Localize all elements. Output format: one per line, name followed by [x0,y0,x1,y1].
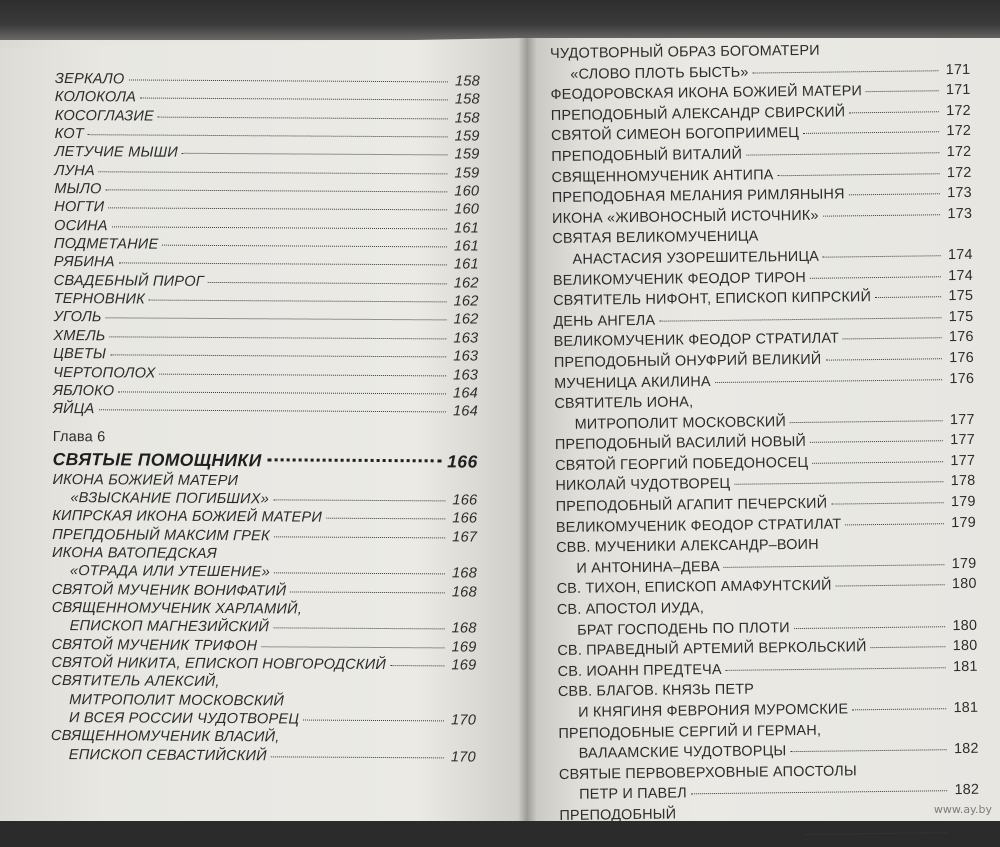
toc-entry-title: ДЕНЬ АНГЕЛА [553,312,656,330]
toc-entry-page: 180 [952,617,978,634]
toc-entry-page: 175 [948,308,974,325]
toc-entry-page: 176 [949,370,975,387]
toc-entry-title: НИКОЛАЙ ЧУДОТВОРЕЦ [555,476,731,495]
leader-dots [805,832,948,835]
toc-entry-title: ПРЕПОДОБНАЯ МЕЛАНИЯ РИМЛЯНЫНЯ [551,186,845,207]
leader-dots [158,116,448,119]
toc-entry-title: ПРЕПОДОБНЫЕ СЕРГИЙ И ГЕРМАН, [558,722,822,742]
toc-entry-title: ВЕЛИКОМУЧЕНИК ФЕОДОР ТИРОН [552,269,806,289]
toc-entry-page: 176 [948,329,974,346]
leader-dots [118,391,446,394]
leader-dots [724,564,945,568]
toc-entry-title: СВАДЕБНЫЙ ПИРОГ [53,272,204,290]
toc-entry-title: «ВЗЫСКАНИЕ ПОГИБШИХ» [70,489,270,508]
leader-dots [149,300,447,303]
toc-entry-page: 160 [454,183,480,200]
toc-entry-title: ЯЙЦА [52,401,95,418]
leader-dots [849,111,939,113]
leader-dots [182,153,448,156]
leader-dots [823,255,941,257]
toc-entry-page: 172 [946,143,972,161]
toc-entry-page: 173 [947,185,972,202]
leader-dots [866,90,939,92]
toc-entry-title: КОТ [54,126,84,143]
toc-entry-title: ВАЛААМСКИЕ ЧУДОТВОРЦЫ [578,743,787,762]
right-toc-column [550,39,980,847]
leader-dots [691,791,947,795]
toc-entry-page: 159 [454,146,480,163]
toc-entry-page: 182 [953,741,979,758]
toc-entry-page: 158 [454,73,480,90]
leader-dots [274,536,445,538]
toc-entry-title: ПОДМЕТАНИЕ [53,236,159,253]
toc-entry-page: 161 [453,238,479,255]
leader-dots [734,482,943,486]
toc-entry-title: СВЯТЫЕ ПЕРВОВЕРХОВНЫЕ АПОСТОЛЫ [558,763,857,783]
toc-entry-title: ИКОНА «ЖИВОНОСНЫЙ ИСТОЧНИК» [552,207,819,227]
leader-dots [106,318,447,321]
toc-entry-title: СВ. ИОАНН ПРЕДТЕЧА [557,661,722,680]
toc-entry-title: СВ. АПОСТОЛ ИУДА, [556,600,705,618]
watermark: www.ay.by [933,803,992,816]
toc-entry-title: И КНЯГИНЯ ФЕВРОНИЯ МУРОМСКИЕ [578,701,849,721]
toc-entry-title: СВЯТОЙ ГЕОРГИЙ ПОБЕДОНОСЕЦ [555,454,809,474]
toc-entry-title: ЛЕТУЧИЕ МЫШИ [54,144,178,162]
toc-entry-title: ПРЕПОДОБНЫЙ АЛЕКСАНДР СВИРСКИЙ [550,104,846,124]
toc-entry-title: ЯБЛОКО [52,382,115,400]
chapter-title: СВЯТЫЕ ПОМОЩНИКИ [52,448,262,470]
toc-entry-title: И АНТОНИНА–ДЕВА [576,558,720,577]
toc-entry-title: МИТРОПОЛИТ МОСКОВСКИЙ [574,413,787,433]
toc-entry-title: СВЯТОЙ СИМЕОН БОГОПРИИМЕЦ [551,125,800,145]
toc-entry-title: «СЛОВО ПЛОТЬ БЫСТЬ» [570,64,749,83]
leader-dots [390,665,444,666]
leader-dots [128,79,447,82]
leader-dots [99,171,448,174]
toc-entry-title: УГОЛЬ [53,309,102,326]
toc-entry-title: ФЕОДОРОВСКАЯ ИКОНА БОЖИЕЙ МАТЕРИ [550,83,863,104]
leader-dots [303,720,444,722]
toc-entry [560,821,980,847]
toc-entry-page: 158 [454,91,480,108]
toc-entry-title: «ОТРАДА ИЛИ УТЕШЕНИЕ» [69,563,271,581]
left-toc-column [51,70,480,767]
leader-dots [160,373,447,376]
leader-dots [810,441,943,444]
toc-entry-title: МУЧЕНИЦА АКИЛИНА [554,373,711,392]
leader-dots [875,296,941,298]
toc-entry-title: ПРЕПОДОБНЫЙ [559,806,677,824]
toc-entry-page: 163 [453,366,479,384]
toc-entry-title: ЧЕРТОПОЛОХ [53,364,156,382]
leader-dots [119,263,447,266]
toc-entry-title: ИКОНА БОЖИЕЙ МАТЕРИ [52,471,239,489]
leader-dots [268,458,442,462]
toc-entry-page: 162 [453,293,479,310]
toc-entry-title: СВ. ПРАВЕДНЫЙ АРТЕМИЙ ВЕРКОЛЬСКИЙ [557,639,867,660]
leader-dots [790,420,943,423]
toc-entry-page: 170 [451,712,477,729]
toc-entry-page: 177 [950,432,975,449]
background-surface [0,0,1000,40]
leader-dots [753,70,939,73]
leader-dots [746,152,939,155]
toc-entry-page: 172 [946,123,972,140]
leader-dots [810,276,941,279]
toc-entry-title: ПРЕПОДОБНЫЙ АГАПИТ ПЕЧЕРСКИЙ [555,495,828,516]
toc-entry-title: ХМЕЛЬ [53,327,106,345]
leader-dots [843,338,942,340]
toc-entry-page: 179 [951,555,977,572]
toc-entry-page: 181 [953,699,979,717]
leader-dots [659,317,941,321]
toc-entry-title: ПРЕПОДОБНЫЙ ОНУФРИЙ ВЕЛИКИЙ [553,351,822,371]
toc-entry-title: ВЕЛИКОМУЧЕНИК ФЕОДОР СТРАТИЛАТ [555,516,842,536]
toc-entry-title: СВЯТИТЕЛЬ ИОНА, [554,394,694,413]
toc-entry-title: СВЯЩЕННОМУЧЕНИК АНТИПА [551,166,774,186]
toc-entry [54,290,479,311]
toc-entry-title: ЛУНА [54,162,95,179]
toc-entry-page: 174 [947,246,973,264]
toc-entry-page: 160 [454,201,480,218]
toc-entry-title: ПРЕПОДОБНЫЙ ВАСИЛИЙ НОВЫЙ [554,434,807,454]
toc-entry-page: 163 [453,330,479,347]
toc-entry-page: 172 [946,102,971,119]
toc-entry-page: 168 [451,620,477,637]
leader-dots [849,193,940,195]
toc-list-right [550,39,980,847]
leader-dots [273,628,445,630]
toc-entry-page: 180 [952,638,978,655]
leader-dots [823,214,940,216]
toc-entry [54,143,479,164]
toc-entry-page: 167 [452,528,478,546]
leader-dots [110,354,446,357]
toc-entry-page: 177 [950,452,976,470]
leader-dots [812,461,943,464]
leader-dots [110,336,447,339]
toc-entry-page: 161 [454,220,480,237]
toc-entry-page: 162 [453,311,479,329]
toc-entry-page: 175 [948,287,974,305]
leader-dots [140,98,448,101]
toc-entry-page: 164 [453,385,479,402]
toc-entry-title: ЧУДОТВОРНЫЙ ОБРАЗ БОГОМАТЕРИ [550,42,820,62]
chapter-page-number: 166 [447,450,478,472]
toc-list-chapter [51,471,478,767]
leader-dots [271,756,444,758]
toc-entry-title: И ВСЕЯ РОССИИ ЧУДОТВОРЕЦ [68,710,300,728]
toc-entry-page: 173 [947,205,973,222]
toc-entry-page: 169 [451,639,477,656]
leader-dots [108,208,447,211]
toc-entry-title: СВВ. БЛАГОВ. КНЯЗЬ ПЕТР [557,681,755,701]
toc-entry-page: 181 [952,658,978,675]
toc-entry-page: 174 [948,267,973,284]
toc-entry-title: МИТРОПОЛИТ МОСКОВСКИЙ [69,691,285,710]
toc-entry-title: ПЕТР И ПАВЕЛ [579,785,687,804]
toc-entry-page: 182 [954,782,980,799]
toc-entry-title: НОГТИ [54,199,105,216]
toc-entry-title: КОЛОКОЛА [54,89,137,106]
toc-list-left [53,70,480,421]
toc-entry-title: РЯБИНА [53,254,115,271]
toc-entry-title: ЗЕРКАЛО [54,70,125,88]
toc-entry-page: 169 [451,657,477,674]
toc-entry [55,107,480,128]
toc-entry-title: ПРЕПОДОБНЫЙ ВИТАЛИЙ [551,146,743,165]
leader-dots [290,591,445,593]
toc-entry-title: ИКОНА ВАТОПЕДСКАЯ [52,544,217,562]
toc-entry-page: 183 [954,823,980,840]
leader-dots [794,626,945,629]
leader-dots [803,132,939,135]
leader-dots [845,523,944,525]
chapter-title-row [53,447,478,474]
toc-entry-title: СВ. ТИХОН, ЕПИСКОП АМАФУНТСКИЙ [556,578,832,598]
leader-dots [836,585,945,587]
toc-entry-page: 161 [453,256,479,274]
toc-entry-title: СВЯЩЕННОМУЧЕНИК ХАРЛАМИЙ, [51,599,303,618]
toc-entry-title: ОСИНА [53,217,108,235]
toc-entry-title: КИПРСКАЯ ИКОНА БОЖИЕЙ МАТЕРИ [52,508,323,526]
toc-entry-page: 180 [951,576,977,593]
toc-entry-page: 179 [950,493,976,511]
leader-dots [726,667,946,671]
toc-entry-page: 166 [452,510,478,527]
toc-entry [54,235,479,256]
toc-entry-page: 166 [452,492,478,509]
toc-entry-title: ЕПИСКОП СЕВАСТИЙСКИЙ [68,746,267,764]
toc-entry-page: 179 [951,514,976,531]
toc-entry-title: СВЯЩЕННОМУЧЕНИК ВЛАСИЙ, [50,728,280,746]
toc-entry-title: ВЕЛИКОМУЧЕНИК ФЕОДОР СТРАТИЛАТ [553,330,840,351]
toc-entry-title: СВЯТОЙ МУЧЕНИК ТРИФОН [51,636,258,654]
toc-entry-title: ИОАНН МНОГОСТРАДАЛЬНЫЙ [579,825,801,845]
toc-entry-title: ТЕРНОВНИК [53,291,146,308]
toc-entry [53,400,478,421]
leader-dots [273,499,445,501]
leader-dots [715,379,942,383]
toc-entry-page: 178 [950,473,976,490]
toc-entry-page: 159 [454,165,480,182]
toc-entry-page: 163 [453,348,479,365]
toc-entry-page: 171 [945,61,971,78]
leader-dots [790,749,946,752]
leader-dots [162,245,447,248]
leader-dots [825,358,941,360]
chapter-label: Глава 6 [52,428,106,445]
leader-dots [106,189,448,192]
leader-dots [112,226,447,229]
leader-dots [261,646,444,648]
toc-entry-page: 168 [451,584,477,601]
toc-entry-title: СВЯТАЯ ВЕЛИКОМУЧЕНИЦА [552,228,759,248]
toc-entry-page: 159 [454,128,480,145]
toc-entry-title: СВВ. МУЧЕНИКИ АЛЕКСАНДР–ВОИН [556,537,819,557]
toc-entry-page: 172 [946,164,972,181]
toc-entry-page: 171 [945,82,971,99]
toc-entry-title: БРАТ ГОСПОДЕНЬ ПО ПЛОТИ [577,619,790,639]
toc-entry-title: АНАСТАСИЯ УЗОРЕШИТЕЛЬНИЦА [572,248,820,268]
toc-entry-title: СВЯТИТЕЛЬ НИФОНТ, ЕПИСКОП КИПРСКИЙ [553,289,872,310]
leader-dots [326,518,445,520]
toc-entry-page: 170 [450,749,476,766]
toc-entry-title: ЕПИСКОП МАГНЕЗИЙСКИЙ [69,618,270,636]
toc-entry [51,746,476,767]
toc-entry-page: 164 [452,403,478,420]
toc-entry-title: КОСОГЛАЗИЕ [54,107,154,125]
leader-dots [852,708,946,710]
toc-entry-title: ПРЕПДОБНЫЙ МАКСИМ ГРЕК [52,526,270,544]
leader-dots [88,134,448,137]
toc-entry-title: СВЯТИТЕЛЬ АЛЕКСИЙ, [51,673,220,691]
leader-dots [831,502,943,504]
toc-entry [53,363,478,384]
toc-entry-title: МЫЛО [54,181,102,198]
leader-dots [274,573,445,575]
toc-entry-page: 177 [949,411,975,428]
leader-dots [778,173,940,176]
leader-dots [871,646,946,648]
toc-entry-title: СВЯТОЙ НИКИТА, ЕПИСКОП НОВГОРОДСКИЙ [51,654,387,674]
leader-dots [98,409,445,412]
leader-dots [208,282,447,284]
toc-entry-page: 162 [453,275,479,292]
toc-entry-page: 158 [454,110,480,127]
toc-entry-page: 168 [451,565,477,582]
book-gutter [518,38,536,821]
toc-entry-title: СВЯТОЙ МУЧЕНИК ВОНИФАТИЙ [51,581,287,600]
toc-entry-title: ЦВЕТЫ [53,346,107,363]
toc-entry-page: 176 [949,349,974,367]
